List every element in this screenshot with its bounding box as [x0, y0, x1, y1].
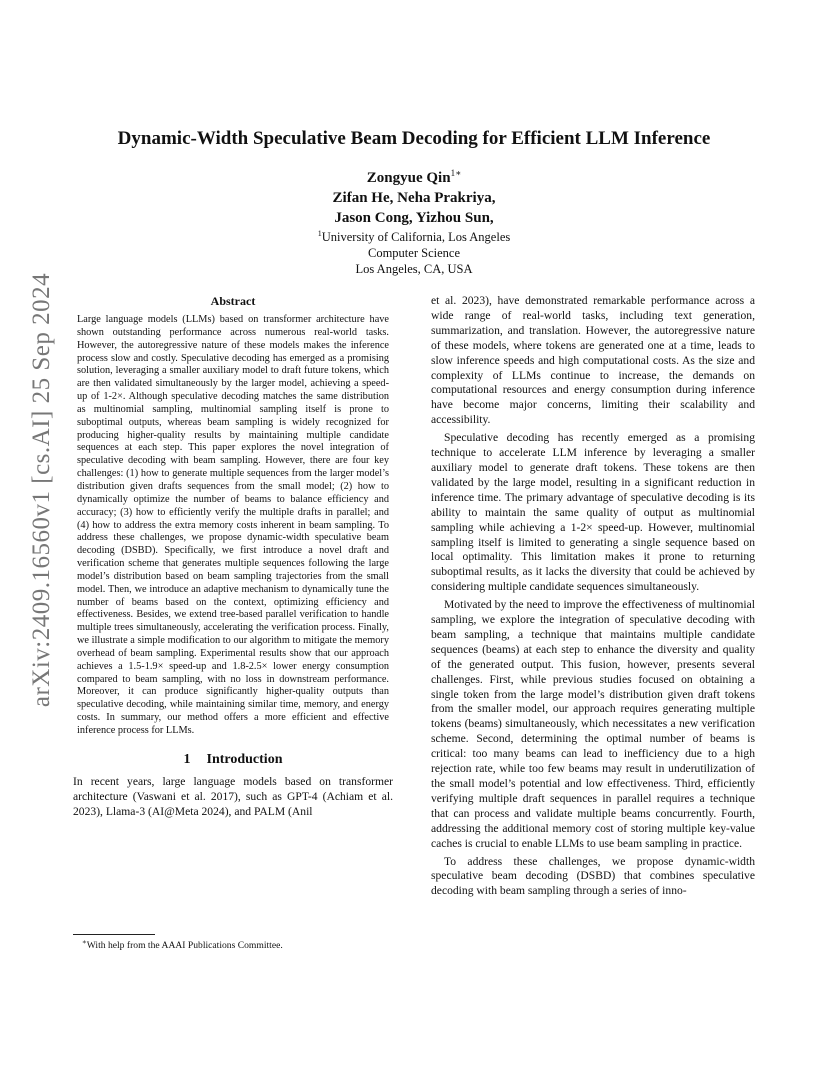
author-name-primary: Zongyue Qin: [366, 170, 451, 186]
intro-paragraph-3: Motivated by the need to improve the effectiveness of multinomial sampling, we explore the integration of speculative decoding with beam sampling, a technique that maintains multiple candidate sequences (beams) at each step to enhance the diversity and quality of the generated output. This fusion, however, presents several challenges. First, while previous studies focused on obtaining a single token from the large model’s distribution given draft tokens from the smaller model, our approach requires generating multiple tokens (beams) simultaneously, which necessitates a new verification scheme. Second, determining the optimal number of beams is critical: too many beams can lead to inefficiency due to a high rejection rate, while too few beams may result in underutilization of the small model’s potential and low effectiveness. Third, efficiently verifying multiple draft sequences in parallel requires a technique that can process and validate multiple beams concurrently. Fourth, addressing the additional memory cost of storing multiple key-value caches is crucial to enable LLMs to use beam sampling in practice.: [431, 598, 755, 850]
footnote: [82, 938, 402, 951]
intro-paragraph-1-start: In recent years, large language models based on transformer architecture (Vaswani et al. 2017), such as GPT-4 (Achiam et al. 2023), Llama-3 (AI@Meta 2024), and PALM (Anil: [73, 774, 393, 818]
left-column: [73, 294, 393, 820]
section-heading-introduction: [73, 752, 393, 768]
affiliation-mark: 1: [317, 229, 322, 238]
author-line-2: Zifan He, Neha Prakriya,: [332, 190, 496, 206]
abstract-heading: Abstract: [210, 294, 256, 308]
section-number: 1: [183, 751, 191, 767]
section-title: Introduction: [206, 751, 283, 767]
arxiv-identifier: arXiv:2409.16560v1 [cs.AI] 25 Sep 2024: [28, 272, 56, 708]
author-line-1: [200, 163, 628, 188]
author-line-3: Jason Cong, Yizhou Sun,: [334, 210, 494, 226]
author-affiliation-mark: 1∗: [450, 168, 462, 178]
intro-paragraph-1-continued: et al. 2023), have demonstrated remarkable performance across a wide range of real-world tasks, including text generation, summarization, and translation. However, the autoregressive nature of these models, where tokens are generated one at a time, leads to slow inference speeds and high computational costs. As the size and complexity of LLMs continue to increase, the demands on computational resources and energy consumption during inference have become major concerns, limiting their scalability and accessibility.: [431, 294, 755, 427]
right-column: [431, 294, 755, 899]
footnote-divider: [73, 934, 155, 935]
affiliation-line-1: [200, 226, 628, 245]
abstract-body: Large language models (LLMs) based on transformer architecture have shown outstanding performance across numerous real-world tasks. However, the autoregressive nature of these models makes the inference process slow and costly. Speculative decoding has emerged as a promising solution, leveraging a smaller auxiliary model to draft future tokens, which are then validated simultaneously by the larger model, achieving a speed-up of 1-2×. Although speculative decoding matches the same distribution as multinomial sampling, multinomial sampling itself is prone to suboptimal outputs, whereas beam sampling is widely recognized for producing higher-quality results by maintaining multiple candidate sequences at each step. This paper explores the novel integration of speculative decoding with beam sampling. However, there are four key challenges: (1) how to generate multiple sequences from the larger model’s distribution given drafts sequences from the small model; (2) how to dynamically optimize the number of beams to balance efficiency and accuracy; (3) how to efficiently verify the multiple drafts in parallel; and (4) how to address the extra memory costs inherent in beam sampling. To address these challenges, we propose dynamic-width speculative beam decoding (DSBD). Specifically, we first introduce a novel draft and verification scheme that generates multiple sequences following the large model’s distribution based on beam sampling trajectories from the small model. Then, we introduce an adaptive mechanism to dynamically tune the number of beams based on the context, optimizing efficiency and effectiveness. Besides, we extend tree-based parallel verification to handle multiple trees simultaneously, accelerating the verification process. Finally, we illustrate a simple modification to our algorithm to mitigate the memory overhead of beam sampling. Experimental results show that our approach achieves a 1.5-1.9× speed-up and 1.8-2.5× lower energy consumption compared to beam sampling, with no loss in downstream performance. Moreover, it can produce significantly higher-quality outputs than speculative decoding, while maintaining similar time, memory, and energy costs. In summary, our method offers a more efficient and effective inference process for LLMs.: [77, 314, 389, 736]
footnote-mark: ∗: [82, 938, 87, 946]
affiliation-line-3: Los Angeles, CA, USA: [355, 262, 473, 277]
affiliation-line-2: Computer Science: [368, 246, 460, 261]
intro-paragraph-4: To address these challenges, we propose dynamic-width speculative beam decoding (DSBD) that combines speculative decoding with beam sampling through a series of inno-: [431, 854, 755, 898]
affiliation-block: [200, 226, 628, 277]
paper-title: Dynamic-Width Speculative Beam Decoding for Efficient LLM Inference: [117, 128, 711, 149]
author-block: [200, 163, 628, 228]
arxiv-sidebar-stamp: [22, 110, 62, 870]
footnote-text: With help from the AAAI Publications Committee.: [86, 940, 283, 952]
intro-paragraph-2: Speculative decoding has recently emerged as a promising technique to accelerate LLM inference by leveraging a smaller auxiliary model to generate draft tokens. These tokens are then validated by the large model, resulting in a significant reduction in inference time. The primary advantage of speculative decoding is its ability to maintain the same quality of output as multinomial sampling while achieving a 1-2× speed-up. However, multinomial sampling itself is limited to generating a single sequence based on local optimality. This limitation makes it prone to returning suboptimal results, as it lacks the diversity that could be achieved by considering multiple candidate sequences simultaneously.: [431, 431, 755, 594]
affiliation-university: University of California, Los Angeles: [321, 230, 511, 245]
